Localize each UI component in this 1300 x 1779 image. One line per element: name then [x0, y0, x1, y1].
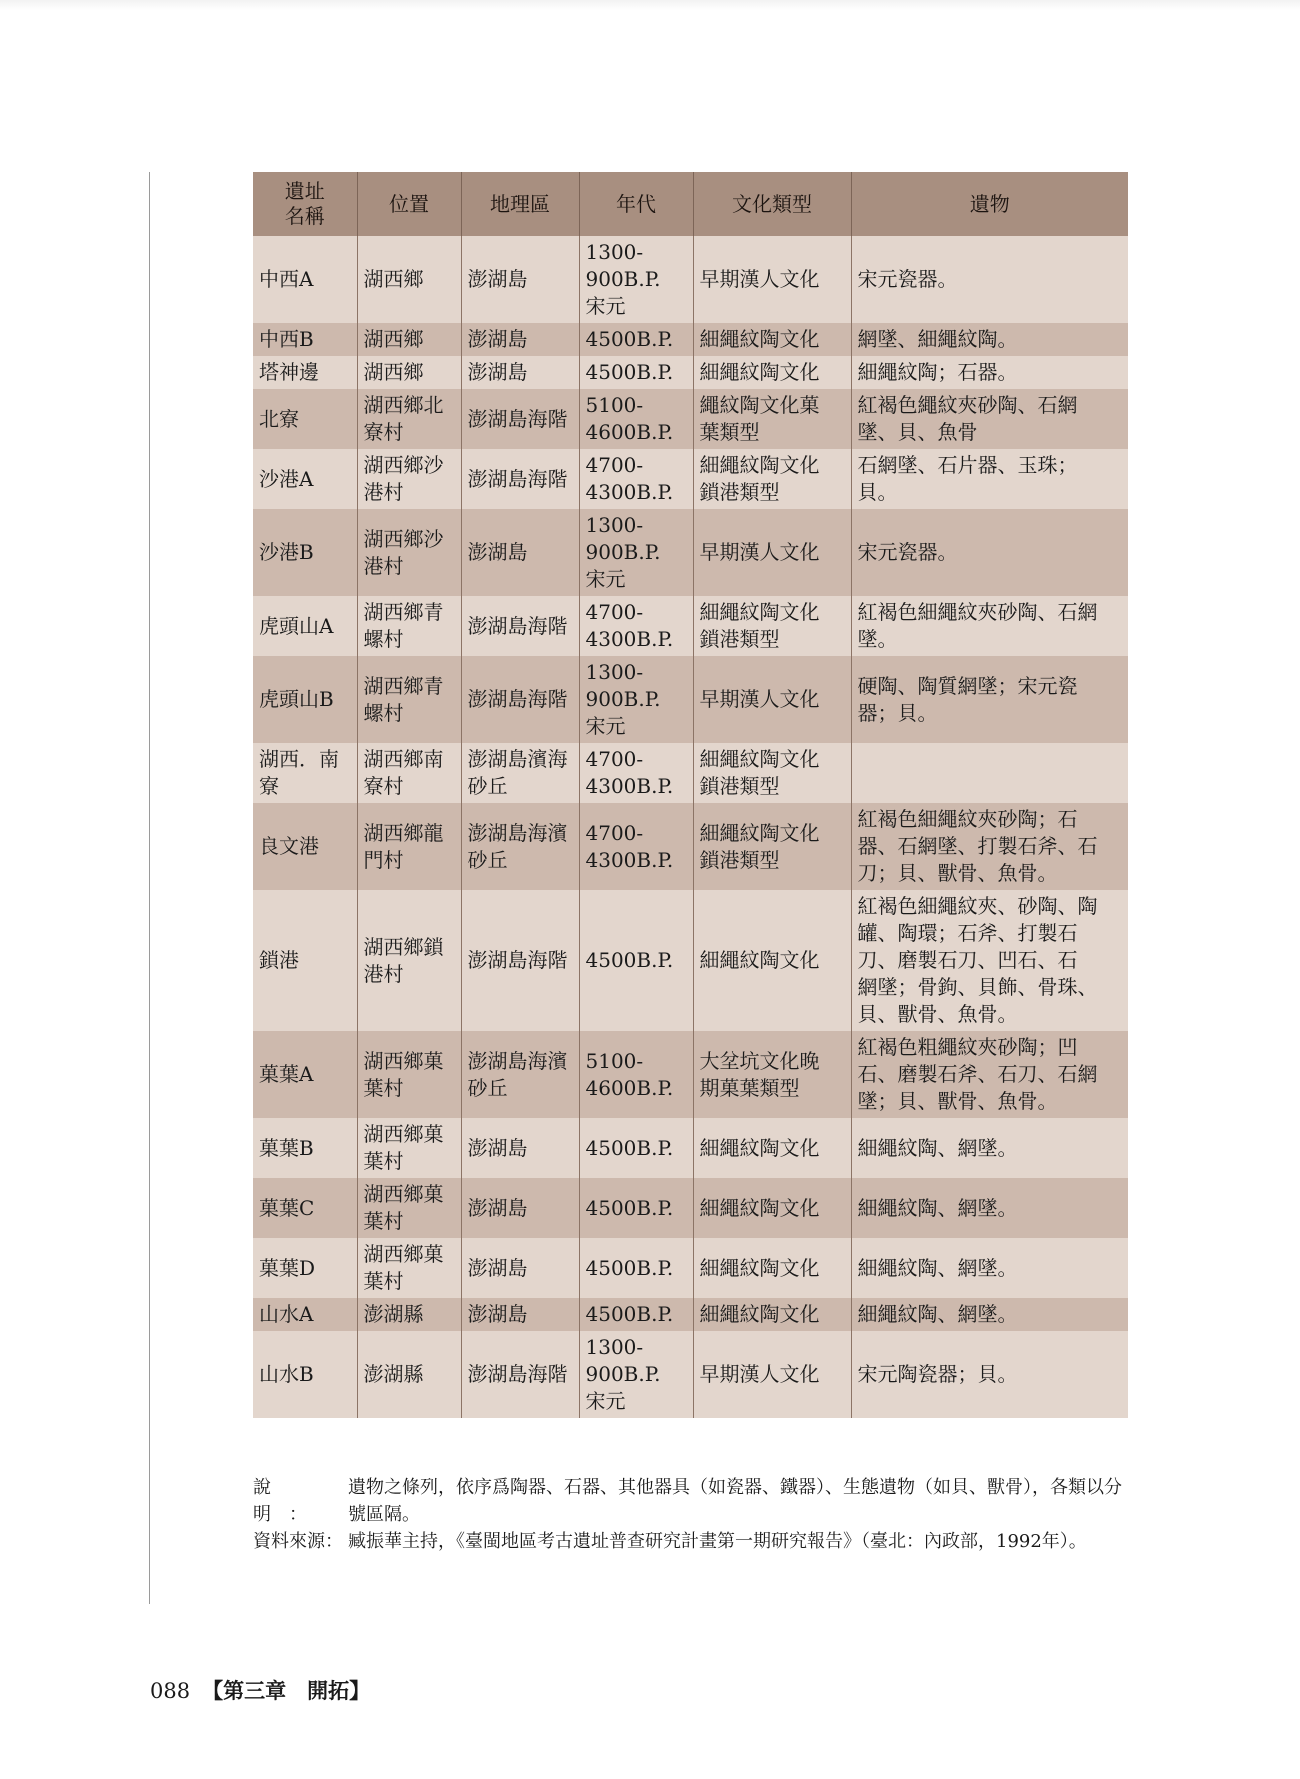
table-row — [253, 1298, 1128, 1331]
geographic-area-cell: 澎湖島 — [461, 1298, 579, 1331]
artifacts-cell: 宋元瓷器。 — [851, 509, 1128, 596]
explanation-label: 說明： — [253, 1477, 325, 1525]
dating-cell: 4500B.P. — [579, 1118, 693, 1178]
table-row — [253, 743, 1128, 803]
culture-type-cell: 細繩紋陶文化 — [693, 1118, 851, 1178]
geographic-area-cell: 澎湖島海階 — [461, 596, 579, 656]
dating-cell: 4500B.P. — [579, 323, 693, 356]
site-name-cell: 虎頭山B — [253, 656, 357, 743]
location-cell: 湖西鄉 — [357, 356, 461, 389]
page-number: 088 — [150, 1679, 191, 1703]
dating-cell: 1300- 900B.P. 宋元 — [579, 509, 693, 596]
margin-rule — [149, 172, 150, 1604]
culture-type-cell: 細繩紋陶文化 — [693, 323, 851, 356]
culture-type-cell: 細繩紋陶文化 — [693, 890, 851, 1031]
artifacts-cell: 紅褐色細繩紋夾砂陶、石網 墜。 — [851, 596, 1128, 656]
culture-type-cell: 細繩紋陶文化 — [693, 1238, 851, 1298]
culture-type-cell: 細繩紋陶文化 鎖港類型 — [693, 803, 851, 890]
site-name-cell: 菓葉B — [253, 1118, 357, 1178]
geographic-area-cell: 澎湖島海階 — [461, 1331, 579, 1418]
artifacts-cell: 紅褐色細繩紋夾砂陶；石 器、石網墜、打製石斧、石 刀；貝、獸骨、魚骨。 — [851, 803, 1128, 890]
geographic-area-cell: 澎湖島海階 — [461, 389, 579, 449]
site-name-cell: 良文港 — [253, 803, 357, 890]
table-row — [253, 356, 1128, 389]
table-row — [253, 389, 1128, 449]
location-cell: 湖西鄉青 螺村 — [357, 596, 461, 656]
culture-type-cell: 細繩紋陶文化 — [693, 1298, 851, 1331]
table-row — [253, 1031, 1128, 1118]
page-footer — [150, 1675, 370, 1705]
artifacts-cell: 細繩紋陶；石器。 — [851, 356, 1128, 389]
culture-type-cell: 大坌坑文化晚 期菓葉類型 — [693, 1031, 851, 1118]
geographic-area-cell: 澎湖島 — [461, 356, 579, 389]
dating-cell: 4700- 4300B.P. — [579, 596, 693, 656]
geographic-area-cell: 澎湖島 — [461, 236, 579, 323]
site-name-cell: 虎頭山A — [253, 596, 357, 656]
dating-cell: 4700- 4300B.P. — [579, 449, 693, 509]
header-site-name: 遺址 名稱 — [253, 172, 357, 236]
culture-type-cell: 細繩紋陶文化 鎖港類型 — [693, 743, 851, 803]
geographic-area-cell: 澎湖島濱海 砂丘 — [461, 743, 579, 803]
artifacts-cell — [851, 743, 1128, 803]
table-row — [253, 1178, 1128, 1238]
location-cell: 澎湖縣 — [357, 1331, 461, 1418]
site-name-cell: 中西B — [253, 323, 357, 356]
site-name-cell: 沙港B — [253, 509, 357, 596]
culture-type-cell: 繩紋陶文化菓 葉類型 — [693, 389, 851, 449]
artifacts-cell: 紅褐色繩紋夾砂陶、石網 墜、貝、魚骨 — [851, 389, 1128, 449]
table-notes — [253, 1474, 1133, 1555]
top-edge-band — [0, 0, 1300, 10]
artifacts-cell: 硬陶、陶質網墜；宋元瓷 器；貝。 — [851, 656, 1128, 743]
site-name-cell: 菓葉C — [253, 1178, 357, 1238]
geographic-area-cell: 澎湖島 — [461, 1238, 579, 1298]
dating-cell: 4500B.P. — [579, 1238, 693, 1298]
location-cell: 湖西鄉北 寮村 — [357, 389, 461, 449]
culture-type-cell: 早期漢人文化 — [693, 236, 851, 323]
header-dating: 年代 — [579, 172, 693, 236]
dating-cell: 4500B.P. — [579, 890, 693, 1031]
artifacts-cell: 紅褐色細繩紋夾、砂陶、陶 罐、陶環；石斧、打製石 刀、磨製石刀、凹石、石 網墜；骨鉤、貝飾、骨珠、 貝、獸骨、魚骨。 — [851, 890, 1128, 1031]
location-cell: 澎湖縣 — [357, 1298, 461, 1331]
table-row — [253, 596, 1128, 656]
dating-cell: 4500B.P. — [579, 1178, 693, 1238]
location-cell: 湖西鄉 — [357, 236, 461, 323]
geographic-area-cell: 澎湖島海濱 砂丘 — [461, 1031, 579, 1118]
header-geographic-area: 地理區 — [461, 172, 579, 236]
dating-cell: 1300- 900B.P. 宋元 — [579, 656, 693, 743]
dating-cell: 1300- 900B.P. 宋元 — [579, 236, 693, 323]
geographic-area-cell: 澎湖島海階 — [461, 656, 579, 743]
header-culture-type: 文化類型 — [693, 172, 851, 236]
location-cell: 湖西鄉菓 葉村 — [357, 1238, 461, 1298]
culture-type-cell: 細繩紋陶文化 — [693, 1178, 851, 1238]
location-cell: 湖西鄉龍 門村 — [357, 803, 461, 890]
table-row — [253, 890, 1128, 1031]
location-cell: 湖西鄉青 螺村 — [357, 656, 461, 743]
explanation-note — [253, 1474, 1133, 1528]
geographic-area-cell: 澎湖島海階 — [461, 890, 579, 1031]
table-row — [253, 449, 1128, 509]
location-cell: 湖西鄉 — [357, 323, 461, 356]
geographic-area-cell: 澎湖島 — [461, 1118, 579, 1178]
artifacts-cell: 紅褐色粗繩紋夾砂陶；凹 石、磨製石斧、石刀、石網 墜；貝、獸骨、魚骨。 — [851, 1031, 1128, 1118]
site-name-cell: 菓葉A — [253, 1031, 357, 1118]
header-location: 位置 — [357, 172, 461, 236]
geographic-area-cell: 澎湖島海濱 砂丘 — [461, 803, 579, 890]
dating-cell: 4700- 4300B.P. — [579, 803, 693, 890]
table-row — [253, 509, 1128, 596]
site-name-cell: 沙港A — [253, 449, 357, 509]
site-name-cell: 北寮 — [253, 389, 357, 449]
table-body — [253, 236, 1128, 1418]
table-header-row — [253, 172, 1128, 236]
artifacts-cell: 細繩紋陶、網墜。 — [851, 1298, 1128, 1331]
explanation-text: 遺物之條列，依序爲陶器、石器、其他器具（如瓷器、鐵器）、生態遺物（如貝、獸骨），各類以分號區隔。 — [348, 1477, 1122, 1525]
source-note — [253, 1528, 1133, 1555]
header-artifacts: 遺物 — [851, 172, 1128, 236]
site-name-cell: 塔神邊 — [253, 356, 357, 389]
artifacts-cell: 細繩紋陶、網墜。 — [851, 1238, 1128, 1298]
culture-type-cell: 細繩紋陶文化 — [693, 356, 851, 389]
location-cell: 湖西鄉沙 港村 — [357, 449, 461, 509]
geographic-area-cell: 澎湖島 — [461, 323, 579, 356]
geographic-area-cell: 澎湖島 — [461, 509, 579, 596]
geographic-area-cell: 澎湖島 — [461, 1178, 579, 1238]
artifacts-cell: 宋元陶瓷器；貝。 — [851, 1331, 1128, 1418]
archaeological-sites-table — [253, 172, 1128, 1418]
location-cell: 湖西鄉沙 港村 — [357, 509, 461, 596]
culture-type-cell: 早期漢人文化 — [693, 656, 851, 743]
dating-cell: 4500B.P. — [579, 1298, 693, 1331]
location-cell: 湖西鄉南 寮村 — [357, 743, 461, 803]
culture-type-cell: 細繩紋陶文化 鎖港類型 — [693, 449, 851, 509]
location-cell: 湖西鄉菓 葉村 — [357, 1178, 461, 1238]
culture-type-cell: 細繩紋陶文化 鎖港類型 — [693, 596, 851, 656]
table-row — [253, 1118, 1128, 1178]
table-row — [253, 323, 1128, 356]
chapter-title: 【第三章 開拓】 — [202, 1678, 371, 1703]
geographic-area-cell: 澎湖島海階 — [461, 449, 579, 509]
site-name-cell: 湖西．南 寮 — [253, 743, 357, 803]
dating-cell: 4700- 4300B.P. — [579, 743, 693, 803]
culture-type-cell: 早期漢人文化 — [693, 509, 851, 596]
source-text: 臧振華主持，《臺閩地區考古遺址普查研究計畫第一期研究報告》（臺北：內政部，1992年）。 — [348, 1531, 1087, 1552]
dating-cell: 5100- 4600B.P. — [579, 389, 693, 449]
site-name-cell: 山水B — [253, 1331, 357, 1418]
source-label: 資料來源： — [253, 1531, 343, 1552]
table-row — [253, 1331, 1128, 1418]
table-row — [253, 803, 1128, 890]
table-row — [253, 1238, 1128, 1298]
site-name-cell: 山水A — [253, 1298, 357, 1331]
artifacts-cell: 細繩紋陶、網墜。 — [851, 1118, 1128, 1178]
table-row — [253, 656, 1128, 743]
table-row — [253, 236, 1128, 323]
location-cell: 湖西鄉菓 葉村 — [357, 1118, 461, 1178]
site-name-cell: 中西A — [253, 236, 357, 323]
artifacts-cell: 網墜、細繩紋陶。 — [851, 323, 1128, 356]
site-name-cell: 鎖港 — [253, 890, 357, 1031]
dating-cell: 4500B.P. — [579, 356, 693, 389]
culture-type-cell: 早期漢人文化 — [693, 1331, 851, 1418]
dating-cell: 5100- 4600B.P. — [579, 1031, 693, 1118]
artifacts-cell: 宋元瓷器。 — [851, 236, 1128, 323]
artifacts-cell: 細繩紋陶、網墜。 — [851, 1178, 1128, 1238]
artifacts-cell: 石網墜、石片器、玉珠； 貝。 — [851, 449, 1128, 509]
dating-cell: 1300- 900B.P. 宋元 — [579, 1331, 693, 1418]
location-cell: 湖西鄉鎖 港村 — [357, 890, 461, 1031]
site-name-cell: 菓葉D — [253, 1238, 357, 1298]
location-cell: 湖西鄉菓 葉村 — [357, 1031, 461, 1118]
